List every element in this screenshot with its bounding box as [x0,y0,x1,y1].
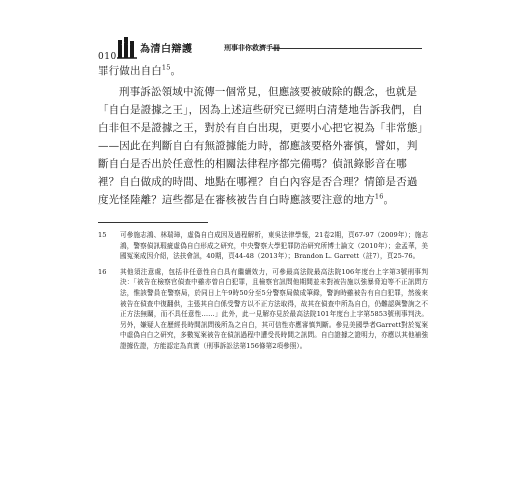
body-text [98,62,428,209]
footnote-ref-15[interactable]: 15 [161,63,171,72]
footnote-16 [98,267,428,352]
page-number: 010 [98,52,117,62]
footnote-text: 其他須注意處，包括非任意性自白具有繼續效力，可參最高法院最高法院106年度台上字第3號刑事判決：「被告在檢察官偵查中雖亦曾自白犯罪，且檢察官訊問他期間並未對被告施以強暴脅迫等不正訊問方法，惟該警員在警察局，於同日上午9時50分至5分警察局做成筆錄，警詢時雖被告有自白犯罪，然後來被告在偵查中復翻供，主張其自白係受警方以不正方法取得，故其在偵查中所為自白，仍難認與警詢之不正方法無關，而不具任意性……」此外，此一見解亦見於最高法院101年度台上字第5853號刑事判決。另外，嫌疑人在歷經長時間訊問後所為之自白，其可信性亦應審慎判斷。參見美國學者Garrett對於冤案中虛偽自白之研究，多數冤案被告在偵訊過程中遭受長時間之訊問。自白證據之證明力，亦應以其他補強證據佐證，方能認定為真實（刑事訴訟法第156條第2項參照）。 [120,267,428,350]
book-logo-icon [117,36,139,60]
footnote-number: 16 [98,267,107,276]
footnote-rule [98,222,208,223]
paragraph-1: 罪行做出自白$^{15}$。 [98,63,182,77]
footnote-text: 可參施志鴻、林瑞璋，虛偽自白成因及過程解析，東吳法律學報，21卷2期，頁67-97（2009年）；施志鴻，警察偵訊瑕疵虛偽自白形成之研究，中央警察大學犯罪防治研究所博士論文（2010年）；金孟華，美國冤案成因介紹，法扶會訊，40期，頁44-48（2013年）；Brandon L. Garrett（註7），頁25-76。 [120,231,428,261]
footnote-15 [98,230,428,262]
paragraph-2: 刑事訴訟領域中流傳一個常見，但應該要被破除的觀念，也就是「自白是證據之王」，因為上述這些研究已經明白清楚地告訴我們，自白非但不是證據之王，對於有自白出現，更要小心把它視為「非常態」——因此在判斷自白有無證據能力時，都應該要格外審慎，譬如，判斷自白是否出於任意性的相關法律程序都完備嗎？偵訊錄影音在哪裡？自白做成的時間、地點在哪裡？自白內容是否合理？情節是否過度光怪陸離？這些都是在審核被告自白時應該要注意的地方$^{16}$。 [98,86,423,206]
header-rule [272,48,422,49]
book-subtitle: 刑事非你救濟手冊 [224,43,280,52]
book-title: 為清白辯護 [140,44,193,55]
footnotes [98,230,428,357]
footnote-ref-16[interactable]: 16 [374,192,384,201]
footnote-number: 15 [98,231,107,239]
